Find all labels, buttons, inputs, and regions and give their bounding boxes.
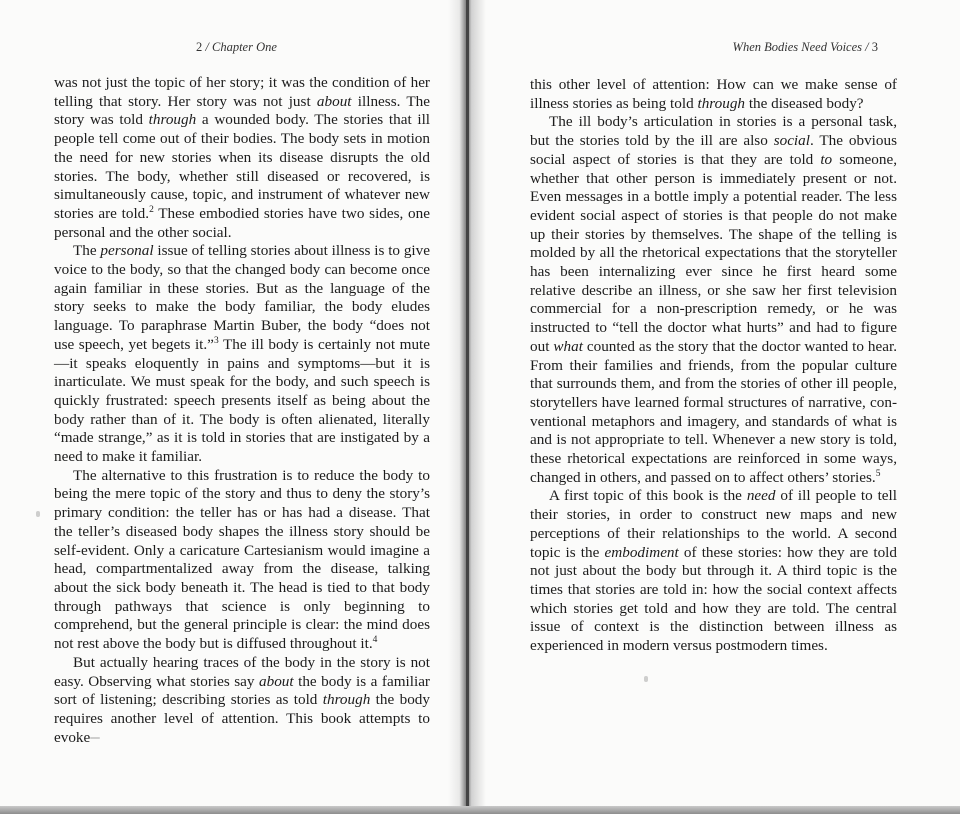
italic-emphasis: through [697,94,746,112]
footnote-marker: 5 [875,468,881,479]
paragraph-text: The ill body’s articulation in stories is a personal task, but the stories told by the ill are also [530,113,897,150]
footnote-marker: 3 [213,335,219,346]
italic-emphasis: through [148,111,197,129]
italic-emphasis: to [820,150,833,168]
left-running-head [196,40,277,55]
paragraph-text: illness. The story was told [54,92,430,129]
left-page-body-text [54,74,430,747]
book-spine-line [466,0,469,814]
paragraph-text: The ill body is certainly not mute—it speaks eloquently in pains and symptoms—but it is inarticulate. We must speak for the body, and such speech is quickly frustrated: speech presents itself as being about the body rather than of it. The body is often alienated, literally “made strange,” as it is told in stories that are instigated by a need to make it familiar. [54,335,430,466]
paragraph-text: someone, whether that other person is immediately present or not. Even messages in a bottle imply a potential reader. The less evident social aspect of stories is that people do not make up their stories by themselves. The shape of the telling is molded by all the rhetorical expectations that the storyteller has been internalizing ever since he first heard some relative describe an illness, or she saw her first television commercial for a non-prescription remedy, or he was instructed to “tell the doctor what hurts” and had to figure out [530,150,897,355]
italic-emphasis: about [259,672,294,690]
page-bottom-edge [0,806,960,814]
right-page-body-text [530,76,897,656]
paragraph-text: counted as the story that the doctor wanted to hear. From their families and friends, from the popular culture that surrounds them, and from the stories of other ill people, storytellers have learned formal structures of narrative, conventional metaphors and imagery, and standards of what is and is not appropriate to tell. Whenever a new story is told, these rhetorical expectations are reinforced in some ways, changed in others, and passed on to affect others’ stories. [530,337,897,486]
right-running-head-separator: / [862,40,872,54]
page-speck [644,676,648,682]
paragraph-text: was not just the topic of her story; it was the condition of her telling that story. Her story was not just [54,74,430,110]
italic-emphasis: need [746,487,776,505]
left-running-head-title: Chapter One [211,40,277,54]
page-speck [36,511,40,517]
right-page-number: 3 [871,40,878,54]
paragraph-text: issue of telling stories about illness is to give voice to the body, so that the changed body can become once again familiar in these stories. But as the language of the story seeks to make the body familiar, the body eludes language. To paraphrase Martin Buber, the body “does not use speech, yet begets it.” [54,242,430,353]
body-paragraph [54,242,430,466]
page-speck [326,622,334,624]
page-speck [90,737,100,739]
paragraph-text: a wounded body. The stories that ill people tell come out of their bodies. The body sets in motion the need for new stories when its disease disrupts the old stories. The body, whether still diseased or recovered, is simultaneously cause, topic, and instrument of whatever new stories are told. [54,111,431,222]
body-paragraph [530,113,897,487]
footnote-marker: 4 [372,635,378,646]
right-running-head-title: When Bodies Need Voices [732,40,863,54]
paragraph-text: of ill people to tell their stories, in order to construct new maps and new perceptions of their relationships to the world. A second topic is the [530,487,897,561]
body-paragraph [530,487,897,655]
paragraph-text: . The obvious social aspect of stories is that they are told [530,132,897,168]
left-running-head-separator: / [202,40,212,54]
paragraph-text: the body is a familiar sort of listening; describing stories as told [54,672,430,709]
paragraph-text: The [73,242,101,260]
body-paragraph [54,654,430,748]
italic-emphasis: embodiment [604,543,679,561]
footnote-marker: 2 [149,204,154,215]
italic-emphasis: social [773,132,810,150]
left-page-number: 2 [196,40,203,54]
body-paragraph [530,76,897,113]
paragraph-text: this other level of attention: How can we make sense of illness stories as being told [530,76,897,112]
italic-emphasis: personal [100,242,154,260]
italic-emphasis: what [553,337,583,355]
paragraph-text: of these stories: how they are told not just about the body but through it. A third topic is the times that stories are told in: how the social context affects which stories get told and how they are told. The central issue of context is the distinction between illness as experienced in modern versus postmodern times. [530,543,897,655]
left-page [0,0,471,806]
body-paragraph [54,467,430,654]
paragraph-text: A first topic of this book is the [549,487,747,505]
paragraph-text: These embodied stories have two sides, one personal and the other social. [54,204,430,241]
right-running-head [733,40,878,55]
paragraph-text: The alternative to this frustration is to reduce the body to being the mere topic of the story and thus to deny the story’s primary condition: the teller has or has had a disease. That the teller’s diseased body shapes the illness story should be self-evident. Only a caricature Cartesianism would imagine a head, compartmentalized away from the disease, talking about the sick body beneath it. The head is tied to that body through pathways that science is only beginning to comprehend, but the general principle is clear: the mind does not rest above the body but is diffused throughout it. [54,466,430,653]
paragraph-text: the diseased body? [745,94,864,112]
italic-emphasis: about [316,92,352,110]
body-paragraph [54,74,430,242]
italic-emphasis: through [322,691,371,709]
paragraph-text: the body requires another level of attention. This book attempts to evoke [54,691,430,746]
paragraph-text: But actually hearing traces of the body in the story is not easy. Observing what stories say [54,653,430,690]
